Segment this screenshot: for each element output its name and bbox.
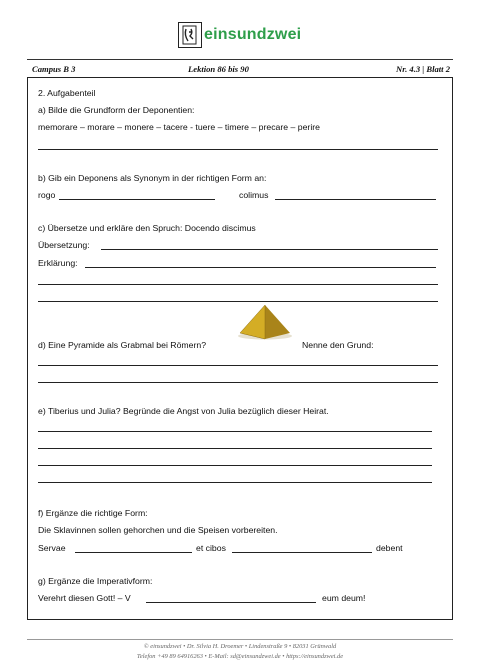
logo-face-icon [178, 22, 202, 48]
task-f-part1: Servae [38, 543, 66, 553]
task-b-answer-line-1[interactable] [59, 199, 215, 200]
task-f-part3: debent [376, 543, 403, 553]
task-d-prompt: d) Eine Pyramide als Grabmal bei Römern? [38, 340, 207, 350]
task-c-explanation-line-3[interactable] [38, 301, 438, 302]
task-d-answer-line-1[interactable] [38, 365, 438, 366]
brand-logo [178, 21, 301, 49]
task-e-answer-line-1[interactable] [38, 431, 432, 432]
task-f-part2: et cibos [196, 543, 226, 553]
header-lesson: Lektion 86 bis 90 [188, 64, 249, 74]
task-e-answer-line-3[interactable] [38, 465, 432, 466]
task-c-explanation-line-2[interactable] [38, 284, 438, 285]
task-f-answer-line-2[interactable] [232, 552, 372, 553]
task-b-word2: colimus [239, 190, 269, 200]
task-d-prompt-reason: Nenne den Grund: [302, 340, 374, 350]
task-c-translation-line[interactable] [101, 249, 438, 250]
task-a-prompt: a) Bilde die Grundform der Deponentien: [38, 105, 195, 115]
task-d-answer-line-2[interactable] [38, 382, 438, 383]
task-g-prompt: g) Ergänze die Imperativform: [38, 576, 153, 586]
footer-contact: Telefon +49 89 64916263 • E-Mail: sd@einsundzwei.de • https://einsundzwei.de [136, 653, 344, 660]
task-e-answer-line-2[interactable] [38, 448, 432, 449]
section-title: 2. Aufgabenteil [38, 88, 96, 98]
task-a-words: memorare – morare – monere – tacere - tuere – timere – precare – perire [38, 122, 320, 132]
task-e-prompt: e) Tiberius und Julia? Begründe die Angst von Julia bezüglich dieser Heirat. [38, 406, 329, 416]
header-rule-top [27, 59, 453, 60]
task-f-prompt: f) Ergänze die richtige Form: [38, 508, 148, 518]
task-f-sentence: Die Sklavinnen sollen gehorchen und die Speisen vorbereiten. [38, 525, 278, 535]
task-a-answer-line[interactable] [38, 149, 438, 150]
task-c-explanation-line-1[interactable] [85, 267, 436, 268]
task-e-answer-line-4[interactable] [38, 482, 432, 483]
footer-rule [27, 639, 453, 640]
header-sheet-number: Nr. 4.3 | Blatt 2 [396, 64, 450, 74]
task-b-word1: rogo [38, 190, 56, 200]
task-c-translation-label: Übersetzung: [38, 240, 90, 250]
logo-text: einsundzwei [204, 26, 302, 43]
task-g-part1: Verehrt diesen Gott! – V [38, 593, 131, 603]
task-c-prompt: c) Übersetze und erkläre den Spruch: Docendo discimus [38, 223, 256, 233]
task-f-answer-line-1[interactable] [75, 552, 192, 553]
pyramid-icon [236, 303, 294, 341]
task-b-prompt: b) Gib ein Deponens als Synonym in der richtigen Form an: [38, 173, 267, 183]
task-g-part2: eum deum! [322, 593, 366, 603]
task-c-explanation-label: Erklärung: [38, 258, 78, 268]
header-course: Campus B 3 [32, 64, 76, 74]
task-b-answer-line-2[interactable] [275, 199, 436, 200]
task-g-answer-line[interactable] [146, 602, 316, 603]
footer-address: © einsundzwei • Dr. Silvia H. Droemer • Lindenstraße 9 • 82031 Grünwald [143, 643, 337, 650]
